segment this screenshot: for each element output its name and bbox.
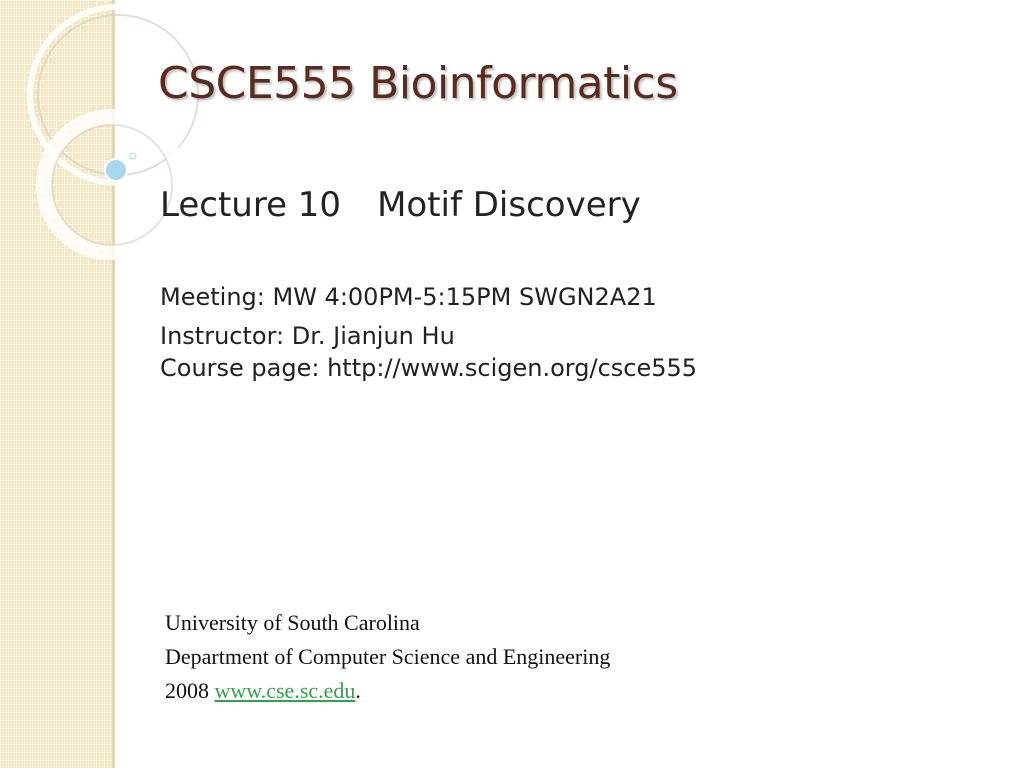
footer-year: 2008 xyxy=(165,678,209,703)
course-page-line: Course page: http://www.scigen.org/csce555 xyxy=(160,354,698,382)
footer-block xyxy=(165,606,610,708)
lecture-number: Lecture 10 xyxy=(160,185,342,225)
footer-trailing: . xyxy=(355,678,361,703)
instructor-line: Instructor: Dr. Jianjun Hu xyxy=(160,322,455,350)
bubble-icon xyxy=(105,159,127,181)
year-line xyxy=(165,674,610,708)
university-line: University of South Carolina xyxy=(165,610,420,635)
department-line: Department of Computer Science and Engineering xyxy=(165,644,611,669)
slide-title: CSCE555 Bioinformatics xyxy=(158,58,678,109)
lecture-topic: Motif Discovery xyxy=(377,185,641,225)
meeting-label: Meeting: xyxy=(160,283,273,311)
slide-subtitle xyxy=(160,185,641,225)
meeting-line xyxy=(160,283,657,311)
meeting-value: MW 4:00PM-5:15PM SWGN2A21 xyxy=(272,283,657,311)
website-link[interactable]: www.cse.sc.edu xyxy=(214,678,356,703)
small-bubble-icon xyxy=(130,153,136,159)
